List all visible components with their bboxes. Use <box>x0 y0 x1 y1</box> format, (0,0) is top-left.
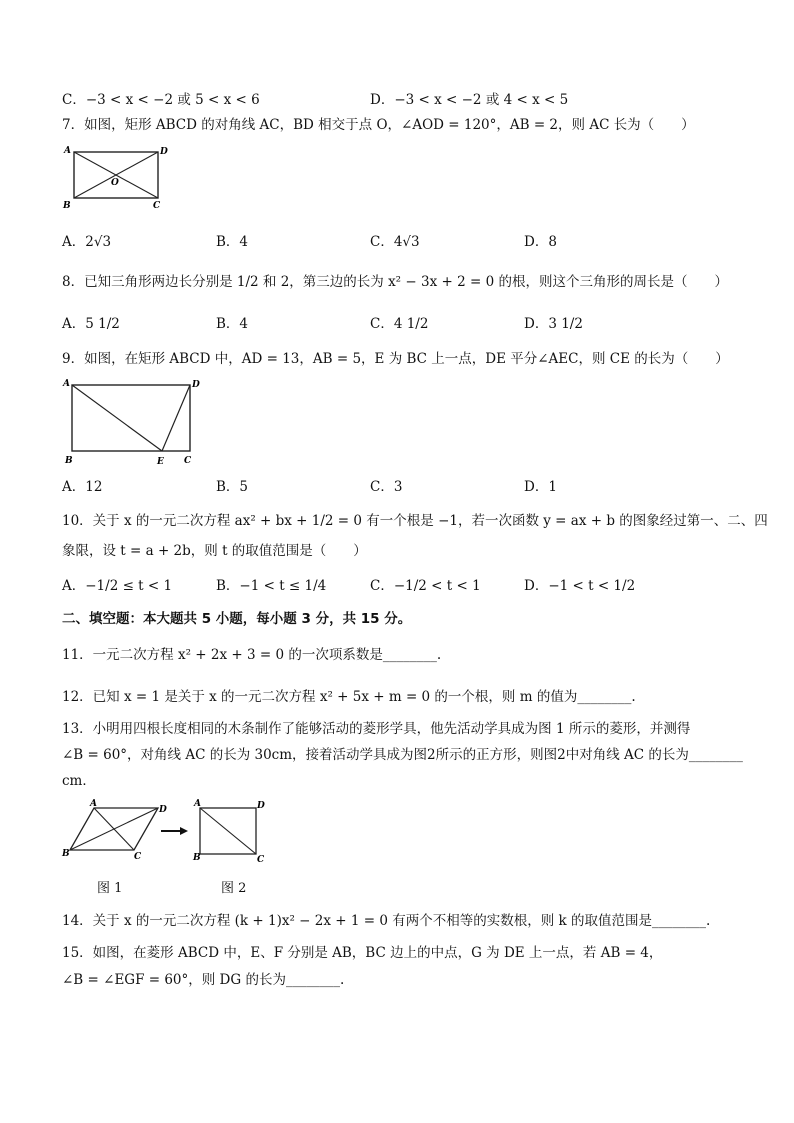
q9-segment-de <box>162 385 190 451</box>
q9-option-c: C．3 <box>370 479 403 495</box>
q13-fig1-label-d: D <box>159 805 167 815</box>
q13-fig1-label-b: B <box>62 849 70 859</box>
q7-label-o: O <box>111 178 119 188</box>
section-2-heading: 二、填空题：本大题共 5 小题，每小题 3 分，共 15 分。 <box>62 611 412 627</box>
q9-stem: 9．如图，在矩形 ABCD 中，AD = 13，AB = 5，E 为 BC 上一点，DE 平分∠AEC，则 CE 的长为（ ） <box>62 351 729 367</box>
q6-option-d: D．−3 < x < −2 或 4 < x < 5 <box>370 92 569 108</box>
q13-fig1-label-c: C <box>134 852 142 862</box>
q8-option-a: A．5 1/2 <box>62 316 120 332</box>
q13-arrow-head <box>180 827 188 835</box>
q10-option-c: C．−1/2 < t < 1 <box>370 578 481 594</box>
q8-option-d: D．3 1/2 <box>524 316 583 332</box>
q13-fig2-label-b: B <box>193 853 201 863</box>
q7-option-a: A．2√3 <box>62 234 112 250</box>
q10-option-a: A．−1/2 ≤ t < 1 <box>62 578 173 594</box>
q9-label-a: A <box>63 379 70 389</box>
q10-stem-line1: 10．关于 x 的一元二次方程 ax² + bx + 1/2 = 0 有一个根是 −1，若一次函数 y = ax + b 的图象经过第一、二、四 <box>62 513 768 529</box>
q11-stem: 11．一元二次方程 x² + 2x + 3 = 0 的一次项系数是________. <box>62 647 442 663</box>
q7-option-d: D．8 <box>524 234 557 250</box>
q13-fig2-caption: 图 2 <box>221 881 247 896</box>
q7-option-b: B．4 <box>216 234 249 250</box>
q7-label-c: C <box>153 201 161 211</box>
q13-figures <box>62 798 282 868</box>
q15-stem-line1: 15．如图，在菱形 ABCD 中，E、F 分别是 AB，BC 边上的中点，G 为 DE 上一点，若 AB = 4， <box>62 945 663 961</box>
q10-stem-line2: 象限，设 t = a + 2b，则 t 的取值范围是（ ） <box>62 543 367 559</box>
q7-label-d: D <box>160 147 168 157</box>
q9-rect <box>72 385 190 451</box>
q9-option-a: A．12 <box>62 479 103 495</box>
q13-square-diag-ac <box>200 808 256 854</box>
q9-label-c: C <box>184 456 192 466</box>
q10-option-b: B．−1 < t ≤ 1/4 <box>216 578 327 594</box>
q13-fig1-label-a: A <box>90 799 97 809</box>
q12-stem: 12．已知 x = 1 是关于 x 的一元二次方程 x² + 5x + m = 0 的一个根，则 m 的值为________. <box>62 689 636 705</box>
q13-fig2-label-d: D <box>257 801 265 811</box>
q9-label-b: B <box>65 456 73 466</box>
q8-option-b: B．4 <box>216 316 249 332</box>
q13-stem-line3: cm． <box>62 773 96 789</box>
q9-option-d: D．1 <box>524 479 557 495</box>
q13-fig2-label-c: C <box>257 855 265 865</box>
q13-fig2-label-a: A <box>194 799 201 809</box>
q9-option-b: B．5 <box>216 479 249 495</box>
q8-stem: 8．已知三角形两边长分别是 1/2 和 2，第三边的长为 x² − 3x + 2 = 0 的根，则这个三角形的周长是（ ） <box>62 274 728 290</box>
q15-stem-line2: ∠B = ∠EGF = 60°，则 DG 的长为________. <box>62 972 345 988</box>
q8-option-c: C．4 1/2 <box>370 316 429 332</box>
q13-fig1-caption: 图 1 <box>97 881 123 896</box>
q14-stem: 14．关于 x 的一元二次方程 (k + 1)x² − 2x + 1 = 0 有两个不相等的实数根，则 k 的取值范围是________. <box>62 913 711 929</box>
q9-segment-ae <box>72 385 162 451</box>
q7-label-a: A <box>64 146 71 156</box>
q9-label-d: D <box>192 380 200 390</box>
q7-rectangle-figure <box>62 142 172 212</box>
q7-label-b: B <box>63 201 71 211</box>
q6-option-c: C．−3 < x < −2 或 5 < x < 6 <box>62 92 260 108</box>
q10-option-d: D．−1 < t < 1/2 <box>524 578 636 594</box>
q13-stem-line1: 13．小明用四根长度相同的木条制作了能够活动的菱形学具，他先活动学具成为图 1 所示的菱形，并测得 <box>62 721 691 737</box>
q13-stem-line2: ∠B = 60°，对角线 AC 的长为 30cm，接着活动学具成为图2所示的正方形，则图2中对角线 AC 的长为________ <box>62 747 743 763</box>
q13-rhombus-diag-bd <box>70 808 158 850</box>
q7-option-c: C．4√3 <box>370 234 420 250</box>
q9-label-e: E <box>157 457 164 467</box>
q7-stem: 7．如图，矩形 ABCD 的对角线 AC，BD 相交于点 O，∠AOD = 120°，AB = 2，则 AC 长为（ ） <box>62 117 695 133</box>
q9-rectangle-figure <box>62 375 212 465</box>
